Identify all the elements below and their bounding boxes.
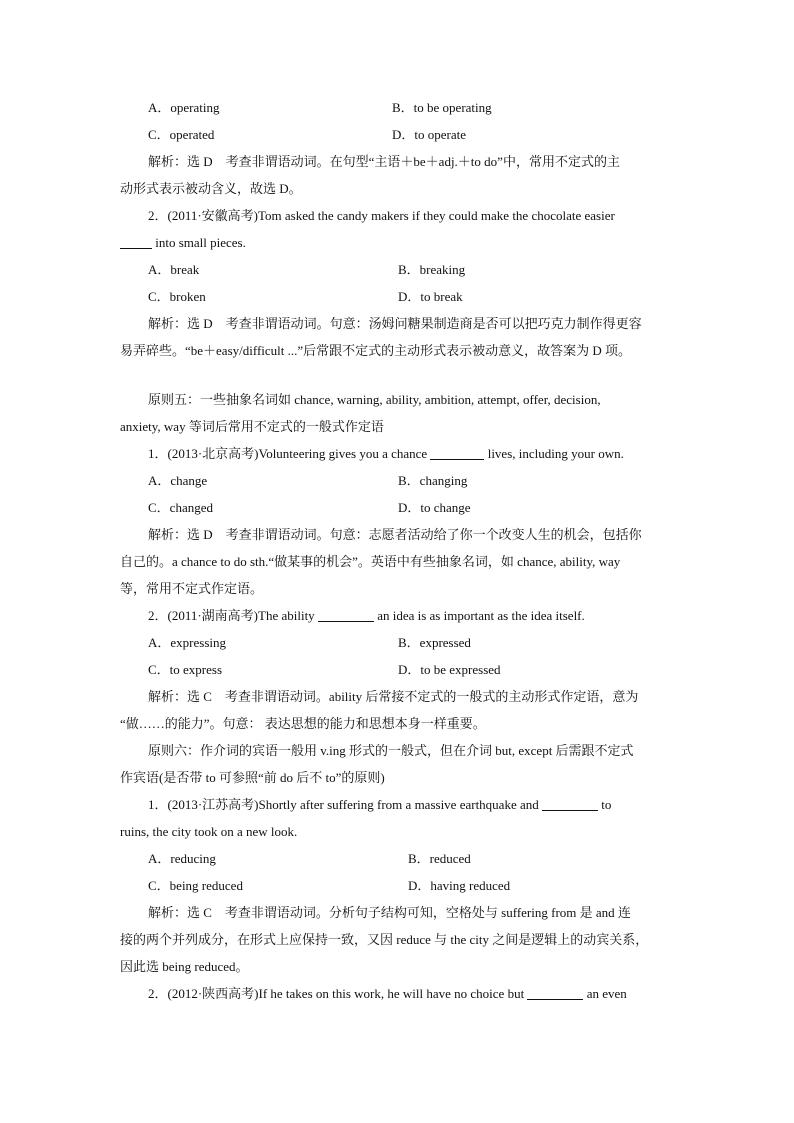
r6q1-analysis-line-3: 因此选 being reduced。 bbox=[120, 959, 249, 974]
rule5-line-1: 原则五：一些抽象名词如 chance, warning, ability, ambition, attempt, offer, decision, bbox=[148, 392, 601, 407]
r5q2-option-d: D．to be expressed bbox=[398, 662, 501, 677]
r6q1-analysis-line-1: 解析：选 C 考查非谓语动词。分析句子结构可知，空格处与 suffering from 是 and 连 bbox=[148, 905, 631, 920]
r5q1-option-c: C．changed bbox=[148, 500, 213, 515]
q2-analysis-line-1: 解析：选 D 考查非谓语动词。句意：汤姆问糖果制造商是否可以把巧克力制作得更容 bbox=[148, 316, 642, 331]
r6q1-stem-line-2: ruins, the city took on a new look. bbox=[120, 824, 298, 839]
r5q1-stem bbox=[120, 440, 674, 467]
r6q2-stem bbox=[120, 980, 674, 1007]
r5q1-analysis-line-2: 自己的。a chance to do sth.“做某事的机会”。英语中有些抽象名词，如 chance, ability, way bbox=[120, 554, 621, 569]
r6q1-analysis-line-2: 接的两个并列成分，在形式上应保持一致，又因 reduce 与 the city 之间是逻辑上的动宾关系， bbox=[120, 932, 649, 947]
r5q1-option-d: D．to change bbox=[398, 500, 471, 515]
r6q1-stem-before: 1．(2013·江苏高考)Shortly after suffering from a massive earthquake and bbox=[148, 797, 542, 812]
r6q1-option-d: D．having reduced bbox=[408, 878, 511, 893]
r5q2-option-c: C．to express bbox=[148, 662, 223, 677]
r5q1-option-b: B．changing bbox=[398, 473, 468, 488]
r5q2-option-a: A．expressing bbox=[148, 635, 226, 650]
r6q2-stem-before: 2．(2012·陕西高考)If he takes on this work, he will have no choice but bbox=[148, 986, 528, 1001]
q2-option-c: C．broken bbox=[148, 289, 206, 304]
answer-blank bbox=[430, 445, 484, 460]
q1-options-row-1 bbox=[120, 94, 674, 121]
rule6-line-2: 作宾语(是否带 to 可参照“前 do 后不 to”的原则) bbox=[120, 770, 385, 785]
rule6-line-1: 原则六：作介词的宾语一般用 v.ing 形式的一般式，但在介词 but, except 后需跟不定式 bbox=[148, 743, 634, 758]
q2-stem-line-1: 2．(2011·安徽高考)Tom asked the candy makers if they could make the chocolate easier bbox=[148, 208, 615, 223]
q1-option-d: D．to operate bbox=[392, 127, 467, 142]
r5q2-analysis-line-1: 解析：选 C 考查非谓语动词。ability 后常接不定式的一般式的主动形式作定语，意为 bbox=[148, 689, 639, 704]
q2-option-a: A．break bbox=[148, 262, 200, 277]
q2-options-row-2 bbox=[120, 283, 674, 310]
q2-option-b: B．breaking bbox=[398, 262, 466, 277]
q1-analysis-line-2: 动形式表示被动含义，故选 D。 bbox=[120, 181, 302, 196]
r5q2-options-row-1 bbox=[120, 629, 674, 656]
r6q1-stem-after: to bbox=[598, 797, 612, 812]
rule5-line-2: anxiety, way 等词后常用不定式的一般式作定语 bbox=[120, 419, 384, 434]
r5q1-options-row-1 bbox=[120, 467, 674, 494]
q2-options-row-1 bbox=[120, 256, 674, 283]
r6q1-option-b: B．reduced bbox=[408, 851, 471, 866]
r5q1-analysis-line-1: 解析：选 D 考查非谓语动词。句意：志愿者活动给了你一个改变人生的机会，包括你 bbox=[148, 527, 642, 542]
r5q2-stem-after: an idea is as important as the idea itself. bbox=[373, 608, 585, 623]
answer-blank bbox=[120, 234, 152, 249]
q1-option-a: A．operating bbox=[148, 100, 220, 115]
page-content bbox=[120, 94, 674, 1007]
r6q1-options-row-1 bbox=[120, 845, 674, 872]
q2-analysis-line-2: 易弄碎些。“be＋easy/difficult ...”后常跟不定式的主动形式表示被动意义，故答案为 D 项。 bbox=[120, 343, 632, 358]
r5q2-analysis-line-2: “做……的能力”。句意： 表达思想的能力和思想本身一样重要。 bbox=[120, 716, 486, 731]
r6q2-stem-after: an even bbox=[583, 986, 627, 1001]
section-gap bbox=[120, 364, 674, 386]
q2-stem-line-2 bbox=[120, 229, 674, 256]
answer-blank bbox=[527, 985, 583, 1000]
r5q1-stem-after: lives, including your own. bbox=[484, 446, 624, 461]
r5q2-options-row-2 bbox=[120, 656, 674, 683]
q2-stem-text: into small pieces. bbox=[152, 235, 246, 250]
r5q2-stem-before: 2．(2011·湖南高考)The ability bbox=[148, 608, 318, 623]
q1-options-row-2 bbox=[120, 121, 674, 148]
r5q1-options-row-2 bbox=[120, 494, 674, 521]
q1-option-c: C．operated bbox=[148, 127, 215, 142]
r5q1-option-a: A．change bbox=[148, 473, 208, 488]
r5q1-stem-before: 1．(2013·北京高考)Volunteering gives you a chance bbox=[148, 446, 431, 461]
q1-option-b: B．to be operating bbox=[392, 100, 492, 115]
r5q2-stem bbox=[120, 602, 674, 629]
r6q1-option-a: A．reducing bbox=[148, 851, 216, 866]
r5q2-option-b: B．expressed bbox=[398, 635, 471, 650]
answer-blank bbox=[542, 796, 598, 811]
r5q1-analysis-line-3: 等，常用不定式作定语。 bbox=[120, 581, 264, 596]
r6q1-stem-line-1 bbox=[120, 791, 674, 818]
q1-analysis-line-1: 解析：选 D 考查非谓语动词。在句型“主语＋be＋adj.＋to do”中，常用不定式的主 bbox=[148, 154, 620, 169]
r6q1-options-row-2 bbox=[120, 872, 674, 899]
r6q1-option-c: C．being reduced bbox=[148, 878, 243, 893]
q2-option-d: D．to break bbox=[398, 289, 463, 304]
answer-blank bbox=[318, 607, 374, 622]
